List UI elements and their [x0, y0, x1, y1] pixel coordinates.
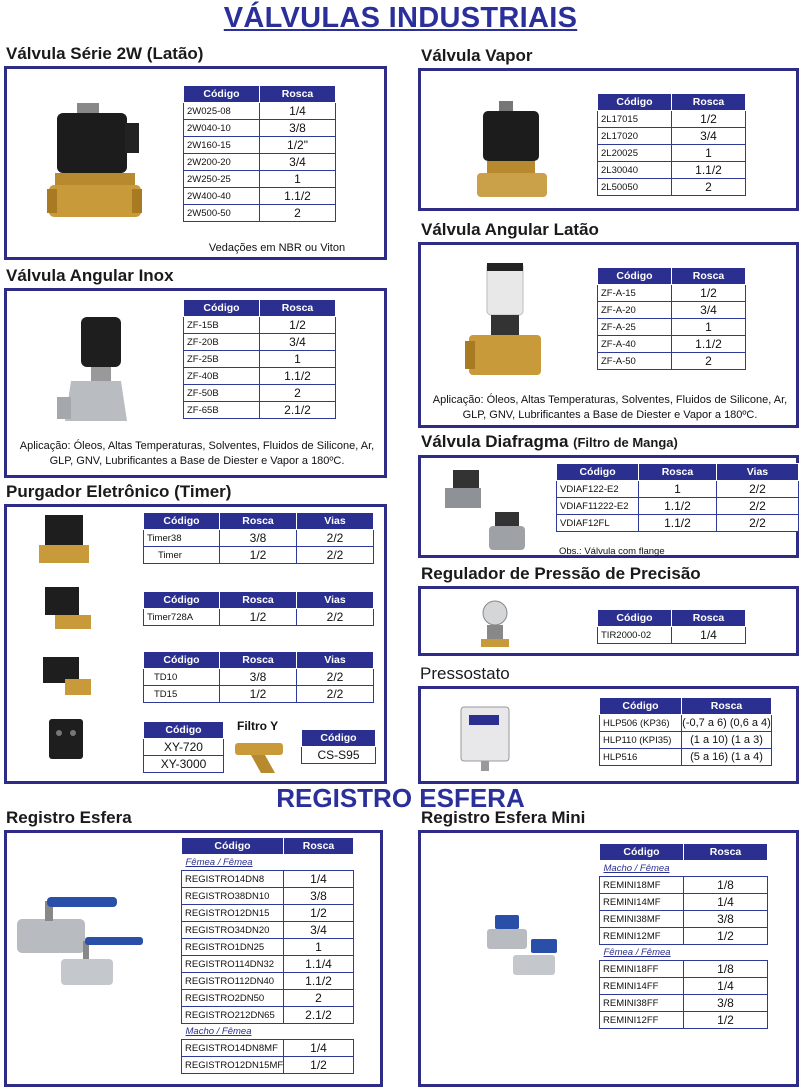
note-2w: Vedações em NBR ou Viton	[208, 242, 346, 254]
table-row	[182, 1007, 354, 1024]
cell-value: 2/2	[716, 481, 798, 498]
panel-vapor	[418, 68, 799, 211]
table-purgador-2	[143, 591, 374, 626]
cell-codigo: ZF-A-40	[598, 336, 672, 353]
col-header-codigo: Código	[598, 610, 672, 627]
cell-codigo: VDIAF122-E2	[557, 481, 639, 498]
table-row	[182, 888, 354, 905]
table-row	[557, 515, 799, 532]
cell-codigo: 2W160-15	[184, 137, 260, 154]
col-header-rosca: Rosca	[220, 652, 297, 669]
table-angular-inox	[183, 299, 336, 419]
ball-valve-image	[17, 895, 177, 995]
note-diafragma: Obs.: Válvula com flange	[559, 546, 665, 557]
cell-codigo: REMINI18FF	[600, 961, 684, 978]
cell-codigo: HLP516	[600, 749, 682, 766]
pressure-regulator-image	[473, 595, 517, 651]
table-vapor	[597, 93, 746, 196]
cell-value: 1/2	[220, 547, 297, 564]
cell-value: 2	[672, 179, 746, 196]
cell-value: 1.1/2	[639, 498, 717, 515]
cell-codigo: TD15	[144, 686, 220, 703]
cell-codigo: VDIAF12FL	[557, 515, 639, 532]
cell-codigo: REMINI12MF	[600, 928, 684, 945]
table-row	[184, 351, 336, 368]
cell-codigo: REGISTRO38DN10	[182, 888, 284, 905]
table-row	[600, 1012, 768, 1029]
note-angular-latao: Aplicação: Óleos, Altas Temperaturas, Solventes, Fluidos de Silicone, Ar, GLP, GNV, Lubrificantes a Base de Diester e Vapor a 180ºC.	[432, 394, 788, 421]
col-header-codigo: Código	[144, 652, 220, 669]
cell-value: 2	[672, 353, 746, 370]
cell-codigo: ZF-A-20	[598, 302, 672, 319]
cell-value: 1/8	[684, 961, 768, 978]
table-row	[600, 732, 772, 749]
cell-codigo: TD10	[144, 669, 220, 686]
cell-value: XY-3000	[144, 756, 224, 773]
table-row	[557, 481, 799, 498]
table-2w	[183, 85, 336, 222]
cell-value: (-0,7 a 6) (0,6 a 4)	[682, 715, 772, 732]
cell-codigo: REMINI14MF	[600, 894, 684, 911]
cell-codigo: 2L50050	[598, 179, 672, 196]
cell-value: 3/8	[220, 530, 297, 547]
table-purgador-3	[143, 651, 374, 703]
panel-diafragma	[418, 455, 799, 558]
table-row	[182, 1040, 354, 1057]
table-row	[600, 749, 772, 766]
col-header-codigo: Código	[144, 513, 220, 530]
cell-codigo: REGISTRO14DN8	[182, 871, 284, 888]
col-header-rosca: Rosca	[684, 844, 768, 861]
cell-value: 1	[260, 171, 336, 188]
cell-value: 2/2	[297, 609, 374, 626]
table-row	[600, 715, 772, 732]
cell-value: 1/4	[672, 627, 746, 644]
pressure-switch-image	[457, 705, 515, 771]
table-row	[598, 162, 746, 179]
table-purgador-4	[143, 721, 224, 773]
subgroup-label-macho: Macho / Fêmea	[600, 861, 768, 877]
cell-codigo: REGISTRO1DN25	[182, 939, 284, 956]
col-header-codigo: Código	[557, 464, 639, 481]
cell-value: 2/2	[716, 515, 798, 532]
cell-codigo: TIR2000-02	[598, 627, 672, 644]
section-title-mini: Registro Esfera Mini	[421, 808, 586, 827]
cell-value: 1.1/2	[260, 368, 336, 385]
subgroup-label-femea: Fêmea / Fêmea	[182, 855, 354, 871]
cell-value: 1/4	[684, 894, 768, 911]
table-row	[144, 547, 374, 564]
cell-value: 1/8	[684, 877, 768, 894]
cell-value: 1/2	[684, 928, 768, 945]
col-header-codigo: Código	[598, 94, 672, 111]
cell-value: 2	[260, 205, 336, 222]
section-title-esfera: Registro Esfera	[6, 808, 132, 827]
cell-value: 1/4	[284, 871, 354, 888]
timer-drain-image-2	[35, 585, 95, 635]
cell-codigo: REGISTRO2DN50	[182, 990, 284, 1007]
cell-codigo: REMINI18MF	[600, 877, 684, 894]
col-header-rosca: Rosca	[260, 86, 336, 103]
table-row	[184, 103, 336, 120]
panel-angular-inox	[4, 288, 387, 478]
cell-codigo: ZF-20B	[184, 334, 260, 351]
col-header-rosca: Rosca	[682, 698, 772, 715]
cell-codigo: 2W040-10	[184, 120, 260, 137]
table-angular-latao	[597, 267, 746, 370]
cell-codigo: ZF-A-15	[598, 285, 672, 302]
solenoid-valve-brass-image	[47, 97, 142, 225]
cell-value: XY-720	[144, 739, 224, 756]
table-row	[182, 956, 354, 973]
table-diafragma	[556, 463, 799, 532]
cell-value: 3/4	[260, 334, 336, 351]
cell-value: 1	[672, 145, 746, 162]
table-row	[184, 205, 336, 222]
table-row	[600, 995, 768, 1012]
col-header-codigo: Código	[598, 268, 672, 285]
table-row	[600, 894, 768, 911]
panel-purgador	[4, 504, 387, 784]
cell-value: 1	[260, 351, 336, 368]
col-header-codigo: Código	[144, 722, 224, 739]
section-title-regulador: Regulador de Pressão de Precisão	[421, 564, 701, 583]
table-row	[144, 686, 374, 703]
cell-codigo: REMINI38MF	[600, 911, 684, 928]
section-title-angular-inox: Válvula Angular Inox	[6, 266, 174, 285]
cell-codigo: REGISTRO14DN8MF	[182, 1040, 284, 1057]
cell-codigo: 2W200-20	[184, 154, 260, 171]
steam-valve-image	[473, 101, 551, 201]
section-title-2w: Válvula Série 2W (Latão)	[6, 44, 204, 63]
table-row	[184, 368, 336, 385]
section-title-purgador: Purgador Eletrônico (Timer)	[6, 482, 232, 501]
diaphragm-valve-image	[439, 466, 529, 556]
cell-codigo: Timer	[144, 547, 220, 564]
section-title-pressostato: Pressostato	[420, 664, 510, 683]
angle-valve-brass-image	[465, 263, 545, 381]
cell-codigo: REGISTRO12DN15	[182, 905, 284, 922]
cell-value: 1.1/4	[284, 956, 354, 973]
filtro-y-label: Filtro Y	[237, 719, 279, 733]
table-row	[184, 171, 336, 188]
panel-pressostato	[418, 686, 799, 784]
cell-codigo: ZF-50B	[184, 385, 260, 402]
table-row	[598, 302, 746, 319]
table-row	[184, 188, 336, 205]
col-header-vias: Vias	[716, 464, 798, 481]
table-row	[302, 747, 376, 764]
timer-box-image	[47, 717, 87, 763]
col-header-vias: Vias	[297, 513, 374, 530]
table-row	[184, 402, 336, 419]
table-row	[600, 928, 768, 945]
cell-value: CS-S95	[302, 747, 376, 764]
cell-codigo: 2W400-40	[184, 188, 260, 205]
cell-codigo: REMINI38FF	[600, 995, 684, 1012]
cell-value: 1.1/2	[639, 515, 717, 532]
cell-value: 2.1/2	[260, 402, 336, 419]
table-row	[184, 385, 336, 402]
cell-codigo: 2L20025	[598, 145, 672, 162]
cell-codigo: VDIAF11222-E2	[557, 498, 639, 515]
cell-value: 3/4	[672, 302, 746, 319]
table-purgador-5	[301, 729, 376, 764]
cell-value: 2.1/2	[284, 1007, 354, 1024]
col-header-codigo: Código	[302, 730, 376, 747]
table-row	[598, 145, 746, 162]
cell-value: 2	[260, 385, 336, 402]
col-header-rosca: Rosca	[260, 300, 336, 317]
cell-codigo: 2W025-08	[184, 103, 260, 120]
col-header-vias: Vias	[297, 652, 374, 669]
cell-value: 1/4	[284, 1040, 354, 1057]
cell-value: 1.1/2	[284, 973, 354, 990]
cell-codigo: ZF-65B	[184, 402, 260, 419]
table-esfera	[181, 837, 354, 1074]
table-row	[600, 978, 768, 995]
table-row	[182, 990, 354, 1007]
cell-codigo: REMINI12FF	[600, 1012, 684, 1029]
cell-value: 1/2	[260, 317, 336, 334]
cell-value: 2/2	[297, 530, 374, 547]
cell-codigo: ZF-25B	[184, 351, 260, 368]
panel-regulador	[418, 586, 799, 656]
panel-mini	[418, 830, 799, 1087]
cell-value: 3/8	[284, 888, 354, 905]
table-row	[182, 1057, 354, 1074]
col-header-rosca: Rosca	[639, 464, 717, 481]
col-header-rosca: Rosca	[220, 513, 297, 530]
col-header-rosca: Rosca	[284, 838, 354, 855]
section-title-diafragma: Válvula Diafragma (Filtro de Manga)	[421, 432, 678, 451]
cell-value: 3/8	[684, 911, 768, 928]
section-heading-registro-esfera: REGISTRO ESFERA	[276, 783, 525, 813]
cell-value: 1/2"	[260, 137, 336, 154]
table-row	[184, 317, 336, 334]
table-row	[600, 961, 768, 978]
col-header-rosca: Rosca	[672, 268, 746, 285]
timer-drain-image-3	[35, 653, 95, 701]
cell-codigo: REGISTRO212DN65	[182, 1007, 284, 1024]
table-row	[600, 911, 768, 928]
table-row	[598, 319, 746, 336]
col-header-codigo: Código	[184, 86, 260, 103]
table-row	[182, 939, 354, 956]
cell-codigo: HLP110 (KPI35)	[600, 732, 682, 749]
col-header-codigo: Código	[600, 844, 684, 861]
cell-value: 2/2	[297, 669, 374, 686]
table-row	[598, 353, 746, 370]
col-header-codigo: Código	[184, 300, 260, 317]
cell-codigo: REGISTRO34DN20	[182, 922, 284, 939]
col-header-rosca: Rosca	[672, 610, 746, 627]
cell-value: 1/2	[220, 686, 297, 703]
cell-codigo: 2W500-50	[184, 205, 260, 222]
table-row	[598, 285, 746, 302]
cell-codigo: Timer38	[144, 530, 220, 547]
cell-value: 1	[672, 319, 746, 336]
cell-value: 1.1/2	[672, 162, 746, 179]
table-row	[598, 179, 746, 196]
cell-value: 3/8	[220, 669, 297, 686]
table-row	[598, 111, 746, 128]
cell-value: 1/2	[284, 905, 354, 922]
cell-value: 1/2	[284, 1057, 354, 1074]
panel-2w	[4, 66, 387, 260]
col-header-codigo: Código	[600, 698, 682, 715]
table-row	[184, 154, 336, 171]
cell-codigo: ZF-40B	[184, 368, 260, 385]
table-row	[144, 669, 374, 686]
cell-value: 2/2	[297, 686, 374, 703]
cell-value: 2/2	[297, 547, 374, 564]
cell-codigo: 2L30040	[598, 162, 672, 179]
timer-drain-image-1	[35, 513, 95, 567]
cell-value: (5 a 16) (1 a 4)	[682, 749, 772, 766]
table-mini	[599, 843, 768, 1029]
table-row	[144, 609, 374, 626]
cell-codigo: ZF-15B	[184, 317, 260, 334]
table-row	[182, 973, 354, 990]
cell-value: 1/4	[260, 103, 336, 120]
cell-value: 1.1/2	[672, 336, 746, 353]
table-row	[557, 498, 799, 515]
table-row	[182, 871, 354, 888]
section-title-angular-latao: Válvula Angular Latão	[421, 220, 599, 239]
cell-codigo: 2L17015	[598, 111, 672, 128]
cell-value: 2	[284, 990, 354, 1007]
cell-codigo: ZF-A-50	[598, 353, 672, 370]
cell-value: 3/8	[260, 120, 336, 137]
col-header-rosca: Rosca	[672, 94, 746, 111]
table-pressostato	[599, 697, 772, 766]
subgroup-label-macho: Macho / Fêmea	[182, 1024, 354, 1040]
cell-value: 1	[284, 939, 354, 956]
table-row	[144, 530, 374, 547]
panel-esfera	[4, 830, 383, 1087]
table-row	[598, 128, 746, 145]
subgroup-label-femea: Fêmea / Fêmea	[600, 945, 768, 961]
cell-value: 1	[639, 481, 717, 498]
y-filter-image	[235, 739, 285, 777]
cell-codigo: HLP506 (KP36)	[600, 715, 682, 732]
cell-value: 1/2	[672, 285, 746, 302]
cell-codigo: REGISTRO112DN40	[182, 973, 284, 990]
table-row	[184, 120, 336, 137]
col-header-codigo: Código	[182, 838, 284, 855]
cell-value: 3/8	[684, 995, 768, 1012]
table-row	[182, 905, 354, 922]
table-regulador	[597, 609, 746, 644]
cell-codigo: 2L17020	[598, 128, 672, 145]
cell-value: 3/4	[284, 922, 354, 939]
table-row	[600, 877, 768, 894]
table-row	[598, 627, 746, 644]
cell-codigo: ZF-A-25	[598, 319, 672, 336]
cell-codigo: Timer728A	[144, 609, 220, 626]
cell-value: 1.1/2	[260, 188, 336, 205]
cell-value: 1/2	[672, 111, 746, 128]
page-title: VÁLVULAS INDUSTRIAIS	[223, 2, 578, 34]
cell-codigo: REGISTRO12DN15MF	[182, 1057, 284, 1074]
cell-codigo: 2W250-25	[184, 171, 260, 188]
cell-codigo: REMINI14FF	[600, 978, 684, 995]
cell-value: 2/2	[716, 498, 798, 515]
col-header-rosca: Rosca	[220, 592, 297, 609]
table-row	[144, 739, 224, 756]
note-angular-inox: Aplicação: Óleos, Altas Temperaturas, Solventes, Fluidos de Silicone, Ar, GLP, GNV, Lubrificantes a Base de Diester e Vapor a 180ºC.	[19, 440, 375, 467]
table-row	[184, 334, 336, 351]
angle-valve-inox-image	[51, 317, 141, 427]
cell-value: 1/2	[684, 1012, 768, 1029]
cell-value: 1/4	[684, 978, 768, 995]
table-row	[144, 756, 224, 773]
panel-angular-latao	[418, 242, 799, 428]
cell-codigo: REGISTRO114DN32	[182, 956, 284, 973]
cell-value: 3/4	[672, 128, 746, 145]
table-row	[184, 137, 336, 154]
table-row	[598, 336, 746, 353]
cell-value: (1 a 10) (1 a 3)	[682, 732, 772, 749]
cell-value: 3/4	[260, 154, 336, 171]
col-header-vias: Vias	[297, 592, 374, 609]
table-row	[182, 922, 354, 939]
mini-ball-valve-image	[483, 913, 573, 981]
col-header-codigo: Código	[144, 592, 220, 609]
table-purgador-1	[143, 512, 374, 564]
cell-value: 1/2	[220, 609, 297, 626]
section-title-vapor: Válvula Vapor	[421, 46, 533, 65]
